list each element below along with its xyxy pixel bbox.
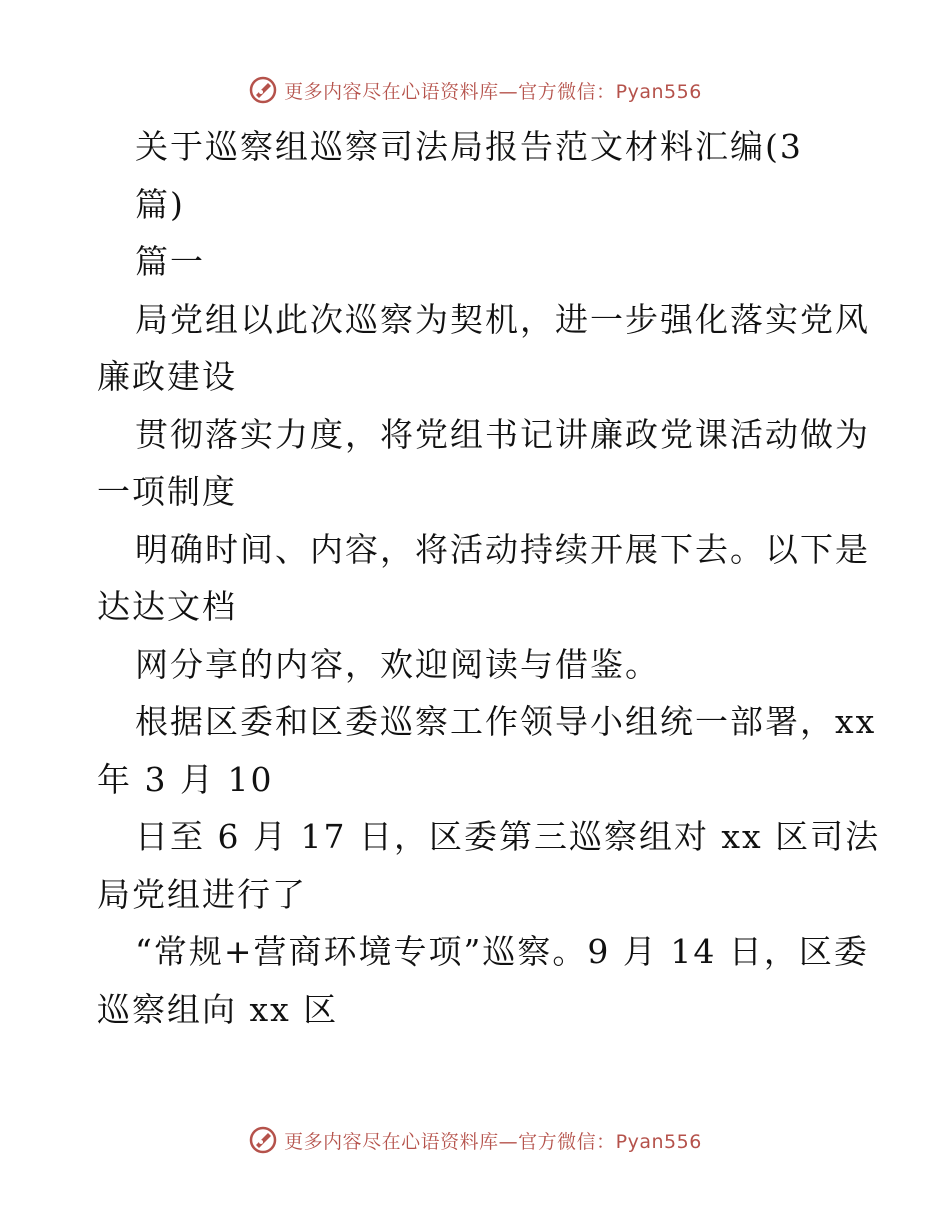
- document-body: [97, 118, 881, 1038]
- logo-icon: [248, 75, 278, 105]
- text-line: 日至 6 月 17 日，区委第三巡察组对 xx 区司法: [135, 817, 881, 856]
- text-line: 篇): [135, 184, 185, 224]
- text-line: 年 3 月 10: [97, 759, 274, 799]
- banner-text: 更多内容尽在心语资料库—官方微信：Pyan556: [284, 80, 702, 103]
- text-line: 局党组进行了: [97, 874, 307, 914]
- text-line: 网分享的内容，欢迎阅读与借鉴。: [135, 644, 660, 684]
- text-line: 贯彻落实力度，将党组书记讲廉政党课活动做为: [135, 414, 870, 454]
- text-line: 巡察组向 xx 区: [97, 989, 339, 1029]
- text-line: 达达文档: [97, 587, 237, 626]
- text-line: 明确时间、内容，将活动持续开展下去。以下是: [135, 529, 870, 569]
- banner-text: 更多内容尽在心语资料库—官方微信：Pyan556: [284, 1130, 702, 1153]
- text-line: 局党组以此次巡察为契机，进一步强化落实党风: [135, 299, 870, 339]
- logo-icon: [248, 1125, 278, 1155]
- text-line: “常规+营商环境专项”巡察。9 月 14 日，区委: [135, 932, 869, 971]
- text-line: 一项制度: [97, 472, 237, 511]
- text-line: 关于巡察组巡察司法局报告范文材料汇编(3: [135, 127, 803, 166]
- footer-banner: [0, 1120, 950, 1160]
- text-line: 篇一: [135, 242, 205, 281]
- text-line: 根据区委和区委巡察工作领导小组统一部署，xx: [135, 702, 877, 741]
- text-line: 廉政建设: [97, 357, 237, 396]
- header-banner: [0, 70, 950, 110]
